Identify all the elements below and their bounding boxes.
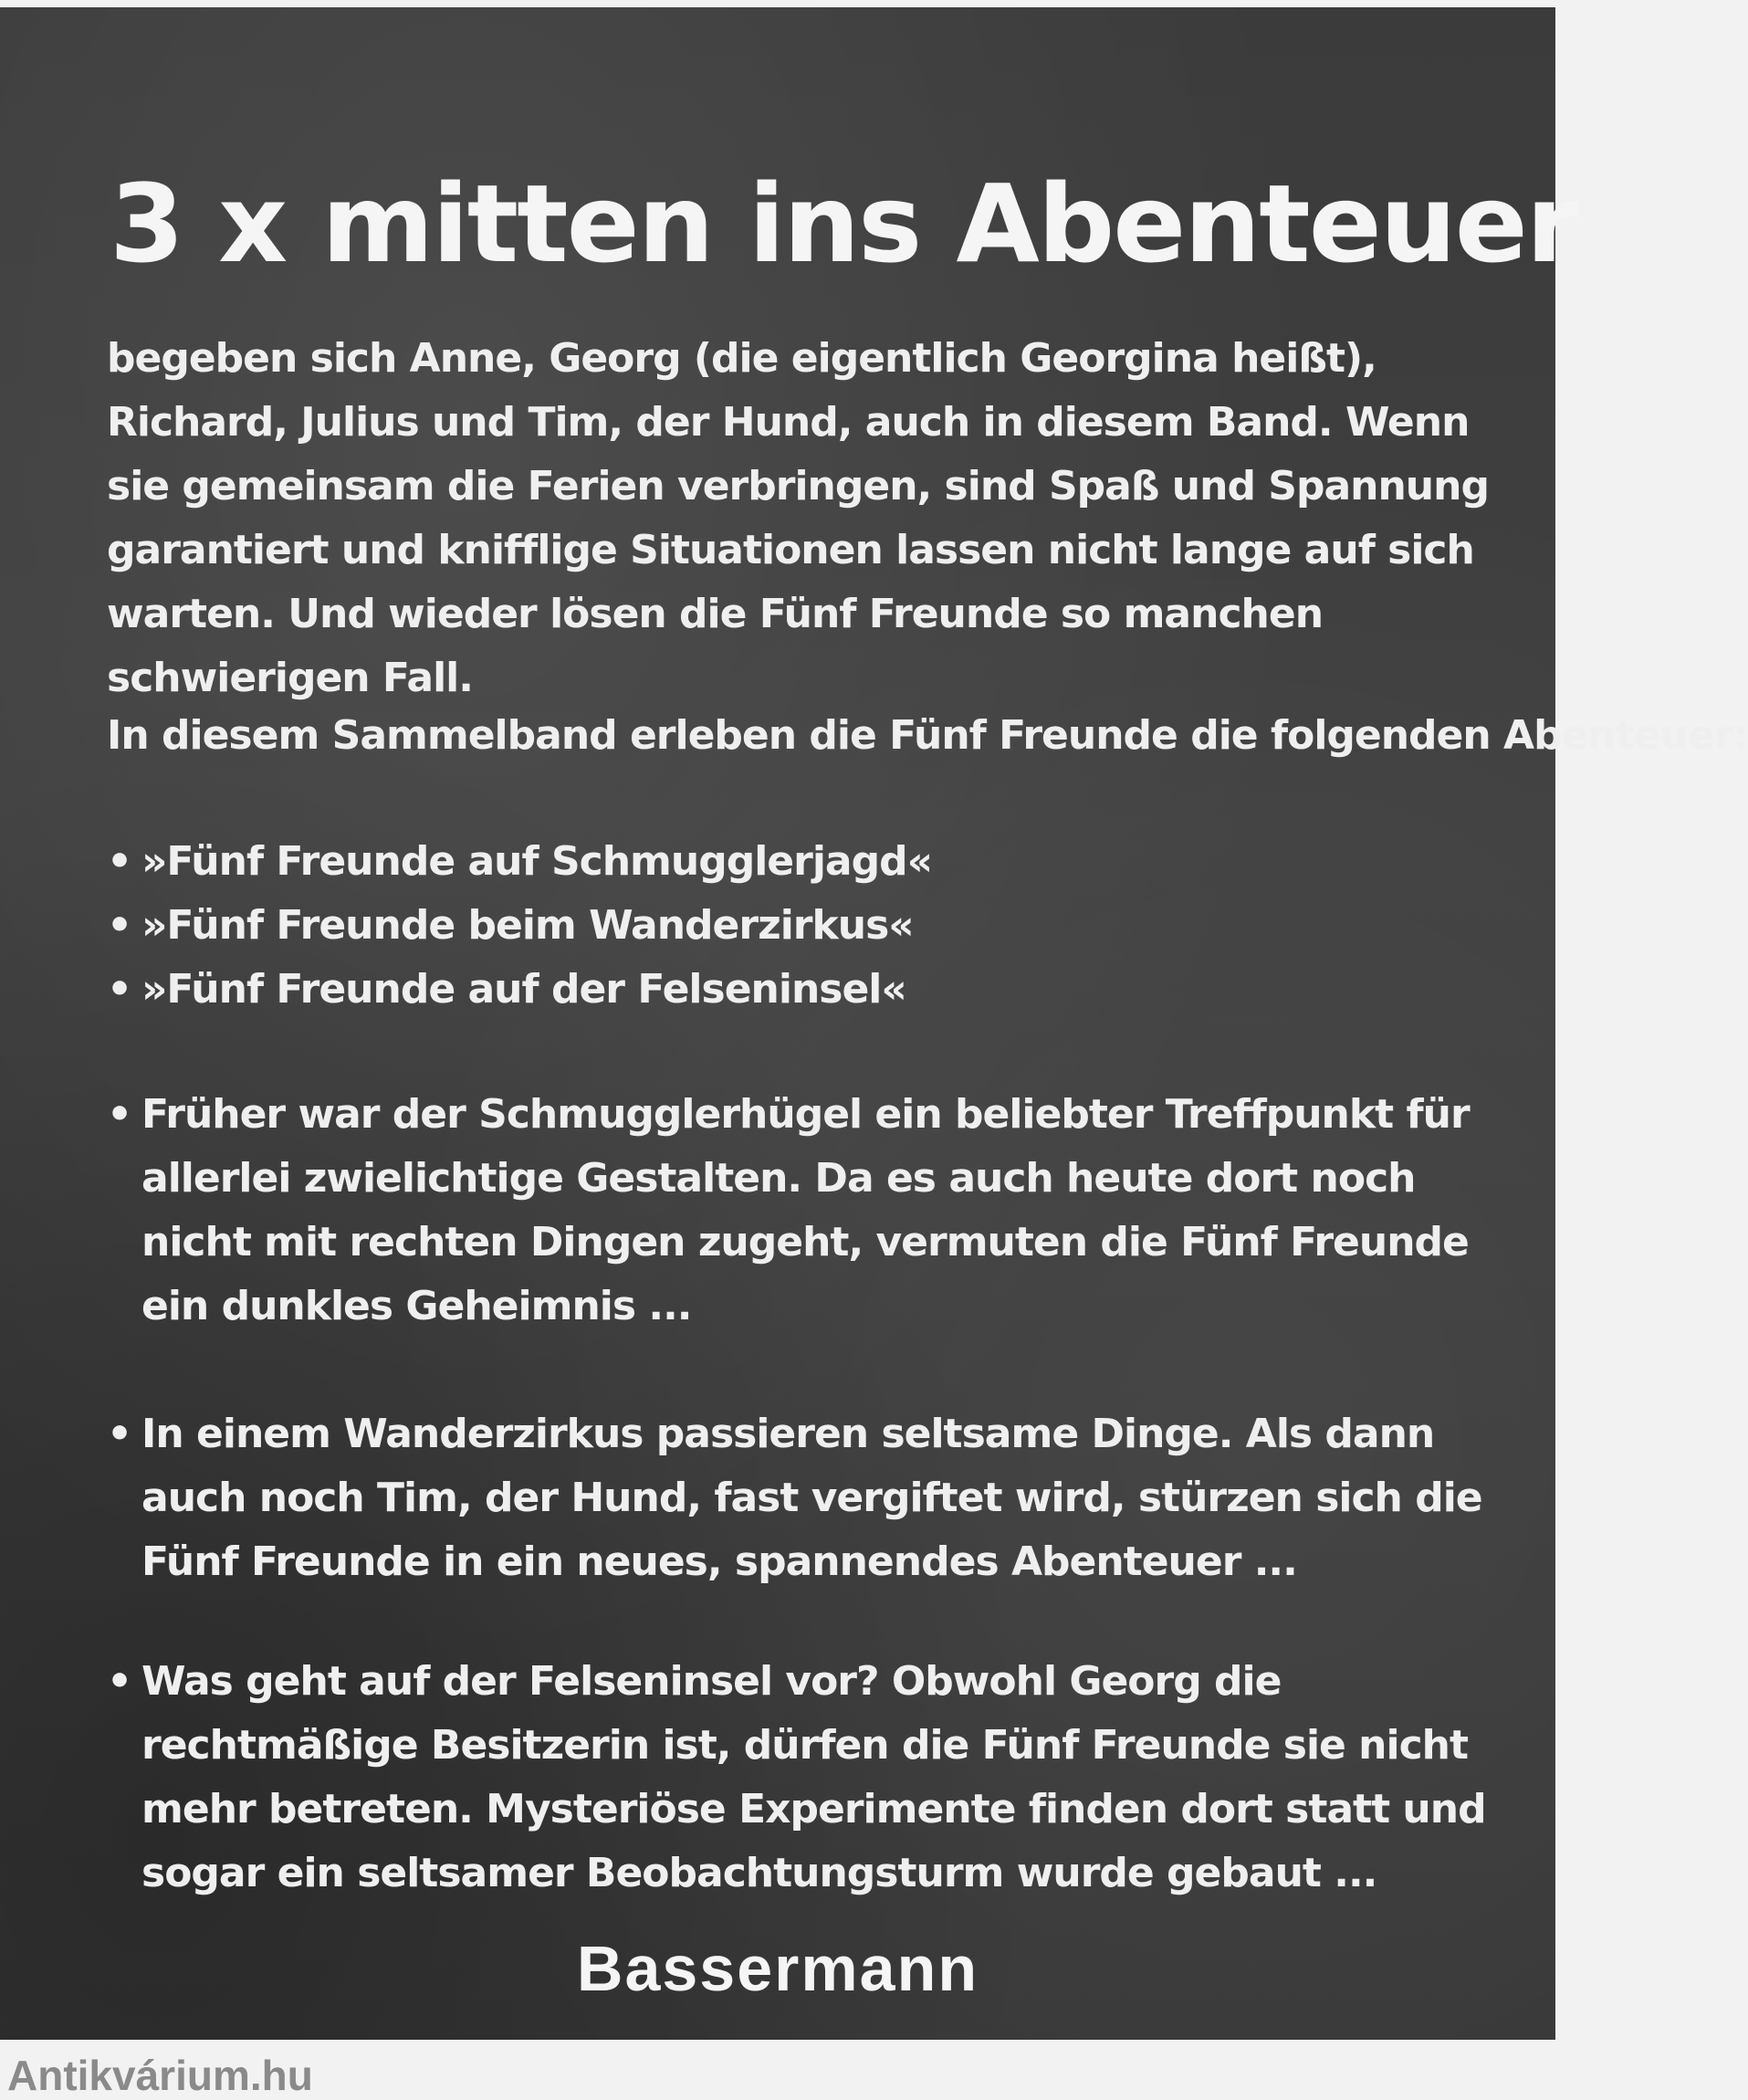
book-back-cover [0,7,1748,2040]
collection-lead-text: In diesem Sammelband erleben die Fünf Freunde die folgenden Abenteuer: [107,712,1748,759]
story-title: »Fünf Freunde auf Schmugglerjagd« [141,838,933,885]
story-description-item [107,1650,1494,1906]
story-title: »Fünf Freunde beim Wanderzirkus« [141,902,914,949]
bullet-icon: • [107,838,132,885]
story-title-list [107,830,1494,1022]
story-description: Früher war der Schmugglerhügel ein beliebter Treffpunkt für allerlei zwielichtige Gestalten. Da es auch heute dort noch nicht mit rechten Dingen zugeht, vermuten die Fünf Freunde ein dunkles Geheimnis ... [141,1091,1470,1329]
bullet-icon: • [107,1411,132,1457]
bullet-icon: • [107,1091,132,1138]
bullet-icon: • [107,1658,132,1705]
story-title-item [107,958,1494,1022]
story-title-item [107,830,1494,894]
story-description: In einem Wanderzirkus passieren seltsame Dinge. Als dann auch noch Tim, der Hund, fast vergiftet wird, stürzen sich die Fünf Freunde in ein neues, spannendes Abenteuer ... [141,1411,1482,1585]
story-title-item [107,894,1494,958]
story-description-item [107,1402,1494,1594]
story-title: »Fünf Freunde auf der Felseninsel« [141,966,906,1013]
cover-title: 3 x mitten ins Abenteuer [110,161,1577,287]
story-description-list [107,1083,1494,1969]
publisher-logo: Bassermann [576,1933,979,2004]
bullet-icon: • [107,902,132,949]
intro-paragraph: begeben sich Anne, Georg (die eigentlich Georgina heißt), Richard, Julius und Tim, der Hund, auch in diesem Band. Wenn sie gemeinsam die Ferien verbringen, sind Spaß und Spannung garantiert und knifflige Situationen lassen nicht lange auf sich warten. Und wieder lösen die Fünf Freunde so manchen schwierigen Fall. [107,335,1489,701]
story-description-item [107,1083,1494,1339]
watermark-text: Antikvárium.hu [7,2052,313,2099]
bullet-icon: • [107,966,132,1013]
story-description: Was geht auf der Felseninsel vor? Obwohl Georg die rechtmäßige Besitzerin ist, dürfen die Fünf Freunde sie nicht mehr betreten. Mysteriöse Experimente finden dort statt und sogar ein seltsamer Beobachtungsturm wurde gebaut ... [141,1658,1486,1896]
